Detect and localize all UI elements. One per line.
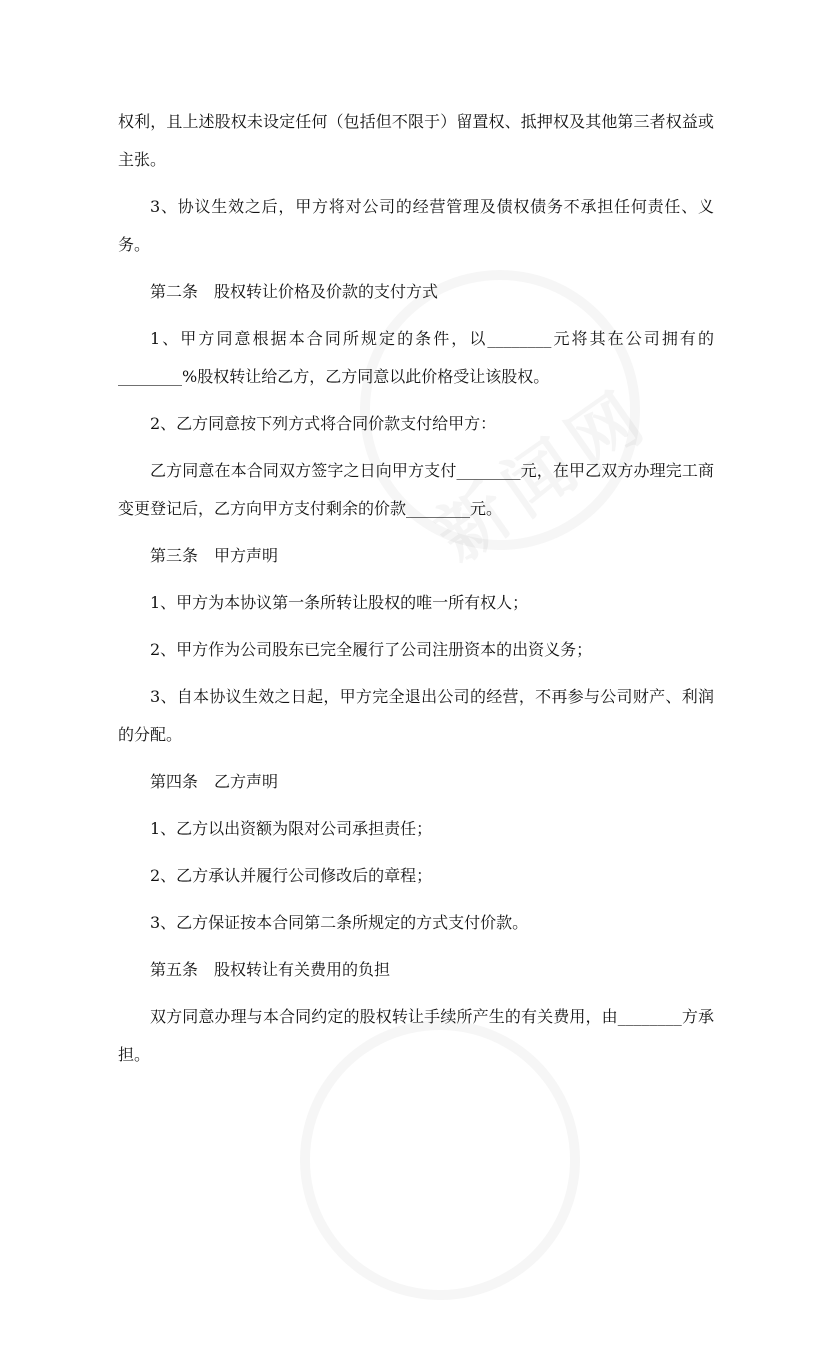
paragraph-article-2-item-1: 1、甲方同意根据本合同所规定的条件，以________元将其在公司拥有的________%股权转让给乙方，乙方同意以此价格受让该股权。 — [118, 329, 714, 386]
paragraph-article-3-item-3: 3、自本协议生效之日起，甲方完全退出公司的经营，不再参与公司财产、利润的分配。 — [118, 687, 714, 744]
paragraph-article-4-item-2: 2、乙方承认并履行公司修改后的章程； — [150, 866, 433, 885]
article-4-heading: 第四条 乙方声明 — [150, 772, 279, 791]
paragraph-article-5-fees: 双方同意办理与本合同约定的股权转让手续所产生的有关费用，由________方承担。 — [118, 1007, 714, 1064]
paragraph-payment-terms: 乙方同意在本合同双方签字之日向甲方支付________元，在甲乙双方办理完工商变更登记后，乙方向甲方支付剩余的价款________元。 — [118, 461, 714, 518]
paragraph-continued-rights: 权利，且上述股权未设定任何（包括但不限于）留置权、抵押权及其他第三者权益或主张。 — [118, 112, 714, 169]
article-2-heading: 第二条 股权转让价格及价款的支付方式 — [150, 282, 439, 301]
document-body — [118, 103, 714, 1083]
paragraph-article-4-item-3: 3、乙方保证按本合同第二条所规定的方式支付价款。 — [150, 913, 529, 932]
paragraph-article-2-item-2: 2、乙方同意按下列方式将合同价款支付给甲方： — [150, 414, 497, 433]
paragraph-article-3-item-1: 1、甲方为本协议第一条所转让股权的唯一所有权人； — [150, 593, 529, 612]
paragraph-article-3-item-2: 2、甲方作为公司股东已完全履行了公司注册资本的出资义务； — [150, 640, 593, 659]
paragraph-article-4-item-1: 1、乙方以出资额为限对公司承担责任； — [150, 819, 433, 838]
article-5-heading: 第五条 股权转让有关费用的负担 — [150, 960, 391, 979]
paragraph-clause-1-3: 3、协议生效之后，甲方将对公司的经营管理及债权债务不承担任何责任、义务。 — [118, 197, 714, 254]
article-3-heading: 第三条 甲方声明 — [150, 546, 279, 565]
